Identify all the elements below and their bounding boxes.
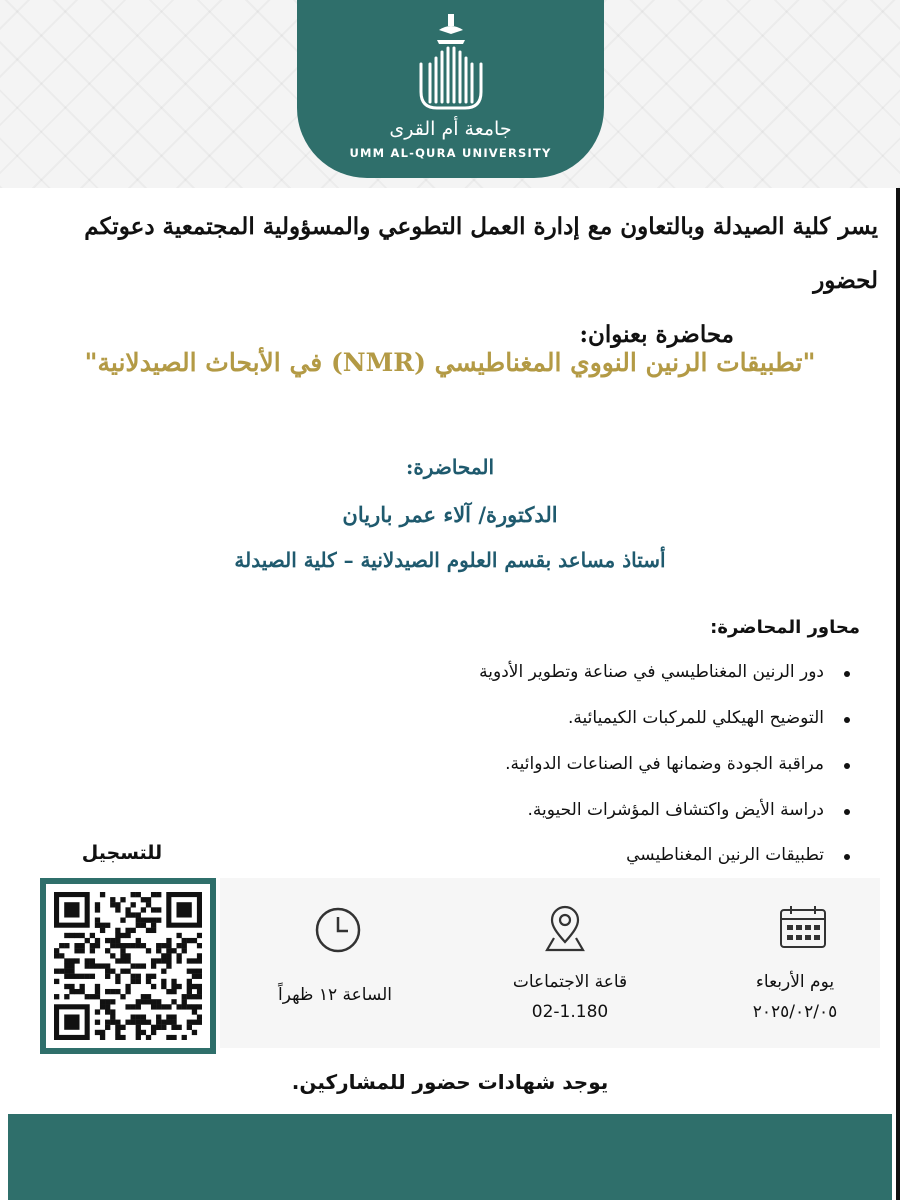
registration-qr-code[interactable] — [40, 878, 216, 1054]
footer-band — [8, 1114, 892, 1200]
certificate-note: يوجد شهادات حضور للمشاركين. — [291, 1070, 609, 1094]
event-date — [720, 967, 870, 1027]
clock-icon — [314, 906, 362, 954]
event-date-value: ٢٠٢٥/٠٢/٠٥ — [752, 1002, 838, 1022]
location-code: 02-1.180 — [531, 1002, 609, 1022]
topics-heading: محاور المحاضرة: — [710, 617, 860, 638]
intro-line-2: محاضرة بعنوان: — [579, 321, 734, 348]
lecturer-position: أستاذ مساعد بقسم العلوم الصيدلانية – كلية الصيدلة — [234, 548, 666, 572]
intro-line-1: يسر كلية الصيدلة وبالتعاون مع إدارة العمل التطوعي والمسؤولية المجتمعية دعوتكم لحضور — [84, 213, 878, 294]
event-location — [480, 967, 660, 1027]
event-day: يوم الأربعاء — [755, 972, 835, 992]
location-pin-icon — [544, 904, 586, 954]
lecturer-name: الدكتورة/ آلاء عمر باريان — [342, 502, 558, 527]
topic-item: دور الرنين المغناطيسي في صناعة وتطوير الأدوية — [256, 662, 856, 682]
university-name-arabic: جامعة أم القرى — [389, 118, 512, 140]
intro-text — [20, 200, 878, 362]
lecturer-label: المحاضرة: — [405, 455, 495, 479]
topic-item: تطبيقات الرنين المغناطيسي — [256, 845, 856, 865]
university-name-english: UMM AL-QURA UNIVERSITY — [349, 146, 552, 160]
university-emblem-icon — [409, 8, 493, 116]
event-time: الساعة ١٢ ظهراً — [277, 985, 393, 1005]
topic-item: التوضيح الهيكلي للمركبات الكيميائية. — [256, 708, 856, 728]
qr-code-icon — [54, 892, 202, 1040]
topic-item: دراسة الأيض واكتشاف المؤشرات الحيوية. — [256, 800, 856, 820]
registration-label: للتسجيل — [81, 842, 163, 864]
university-logo-box — [297, 0, 604, 178]
location-name: قاعة الاجتماعات — [512, 972, 628, 992]
topic-item: مراقبة الجودة وضمانها في الصناعات الدوائية. — [256, 754, 856, 774]
calendar-icon — [778, 904, 828, 950]
lecture-title: "تطبيقات الرنين النووي المغناطيسي (NMR) في الأبحاث الصيدلانية" — [84, 348, 816, 377]
